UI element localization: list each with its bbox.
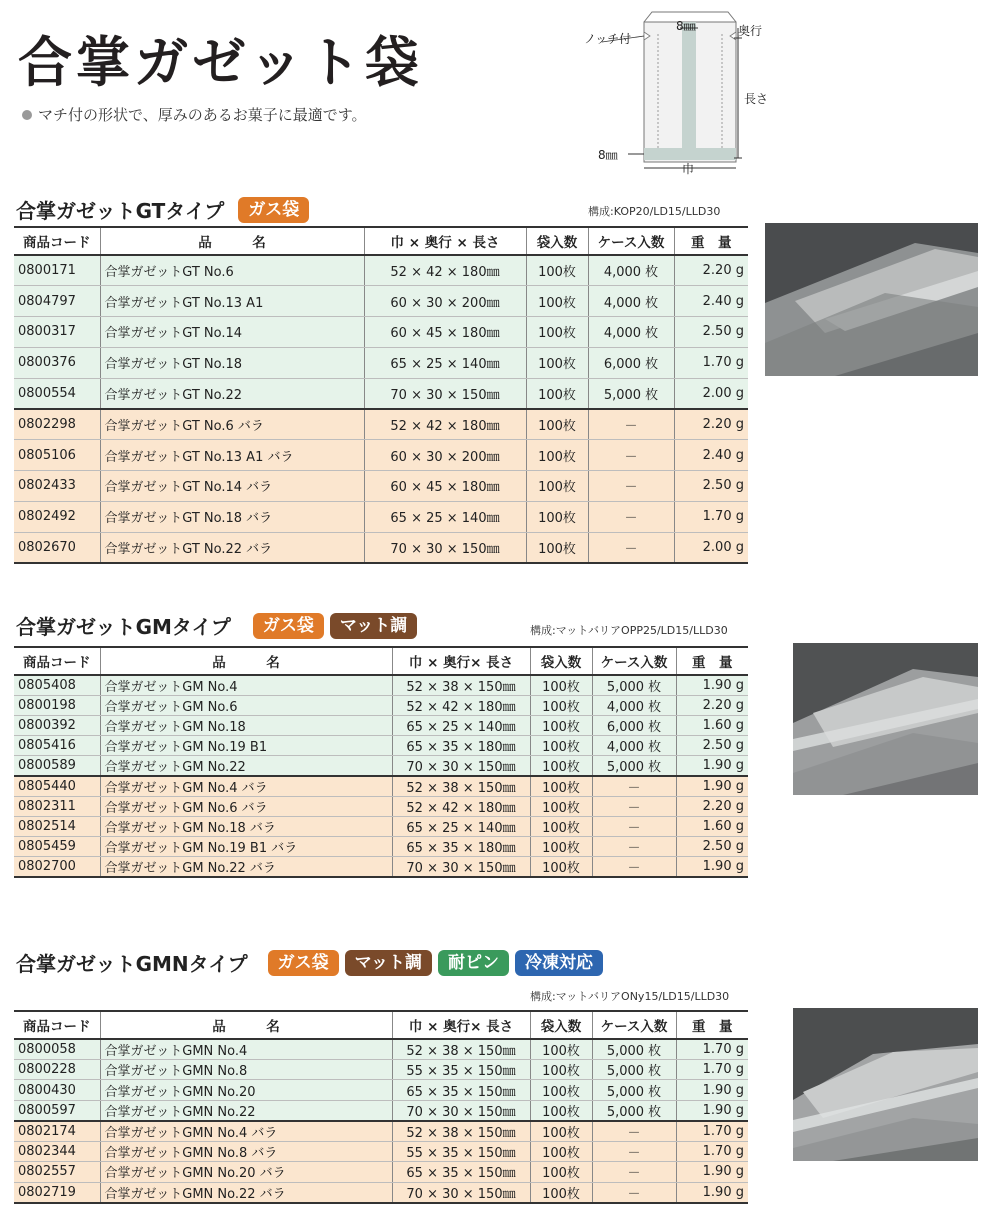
section-title-label: 合掌ガゼットGMNタイプ bbox=[16, 952, 248, 976]
cell-case: 5,000 枚 bbox=[592, 1080, 676, 1100]
table-header bbox=[14, 1011, 748, 1039]
cell-case: 4,000 枚 bbox=[588, 286, 674, 317]
cell-size: 55 × 35 × 150㎜ bbox=[392, 1060, 530, 1080]
cell-name: 合掌ガゼットGM No.4 バラ bbox=[100, 776, 392, 797]
table-row bbox=[14, 756, 748, 777]
cell-size: 65 × 25 × 140㎜ bbox=[392, 716, 530, 736]
cell-bag: 100枚 bbox=[530, 1182, 592, 1203]
cell-weight: 2.00 g bbox=[674, 532, 748, 563]
table-row bbox=[14, 317, 748, 348]
cell-name: 合掌ガゼットGM No.18 バラ bbox=[100, 817, 392, 837]
section-title-label: 合掌ガゼットGTタイプ bbox=[16, 199, 225, 223]
section-title-label: 合掌ガゼットGMタイプ bbox=[16, 615, 231, 639]
cell-name: 合掌ガゼットGM No.6 bbox=[100, 696, 392, 716]
cell-code: 0802492 bbox=[14, 501, 100, 532]
cell-weight: 1.70 g bbox=[674, 501, 748, 532]
cell-name: 合掌ガゼットGT No.22 bbox=[100, 378, 364, 409]
header-code: 商品コード bbox=[14, 227, 100, 255]
table-row bbox=[14, 696, 748, 716]
cell-case: 4,000 枚 bbox=[588, 317, 674, 348]
cell-bag: 100枚 bbox=[530, 675, 592, 696]
seam-width-top: 8㎜ bbox=[676, 19, 696, 33]
cell-bag: 100枚 bbox=[526, 317, 588, 348]
header-weight: 重 量 bbox=[676, 647, 748, 675]
header-bag: 袋入数 bbox=[530, 1011, 592, 1039]
cell-case: 4,000 枚 bbox=[592, 696, 676, 716]
cell-size: 60 × 45 × 180㎜ bbox=[364, 471, 526, 502]
table-row bbox=[14, 1060, 748, 1080]
cell-weight: 1.90 g bbox=[676, 1182, 748, 1203]
cell-bag: 100枚 bbox=[530, 1039, 592, 1060]
cell-code: 0805106 bbox=[14, 440, 100, 471]
cell-case: 5,000 枚 bbox=[588, 378, 674, 409]
table-row bbox=[14, 716, 748, 736]
cell-code: 0800376 bbox=[14, 347, 100, 378]
spec-table-gt bbox=[14, 226, 748, 564]
cell-weight: 2.20 g bbox=[674, 255, 748, 286]
table-row bbox=[14, 837, 748, 857]
cell-name: 合掌ガゼットGMN No.20 バラ bbox=[100, 1162, 392, 1182]
cell-bag: 100枚 bbox=[526, 409, 588, 440]
cell-size: 60 × 45 × 180㎜ bbox=[364, 317, 526, 348]
depth-label: 奥行 bbox=[738, 24, 763, 38]
cell-case: － bbox=[592, 797, 676, 817]
cell-name: 合掌ガゼットGM No.19 B1 bbox=[100, 736, 392, 756]
cell-weight: 2.50 g bbox=[676, 736, 748, 756]
composition-gmn: 構成:マットバリアONy15/LD15/LLD30 bbox=[530, 990, 730, 1003]
cell-weight: 2.50 g bbox=[674, 317, 748, 348]
cell-bag: 100枚 bbox=[526, 440, 588, 471]
header-size: 巾 × 奥行× 長さ bbox=[392, 647, 530, 675]
cell-size: 60 × 30 × 200㎜ bbox=[364, 440, 526, 471]
section-title-gmn bbox=[16, 948, 609, 977]
cell-weight: 2.20 g bbox=[676, 797, 748, 817]
cell-weight: 1.90 g bbox=[676, 1100, 748, 1121]
header-case: ケース入数 bbox=[592, 647, 676, 675]
cell-bag: 100枚 bbox=[530, 1060, 592, 1080]
bag-diagram bbox=[578, 8, 778, 183]
table-body bbox=[14, 255, 748, 563]
cell-size: 70 × 30 × 150㎜ bbox=[364, 532, 526, 563]
product-photo-gmn bbox=[793, 1008, 978, 1161]
cell-code: 0805459 bbox=[14, 837, 100, 857]
cell-bag: 100枚 bbox=[526, 501, 588, 532]
cell-case: 5,000 枚 bbox=[592, 1060, 676, 1080]
cell-size: 52 × 42 × 180㎜ bbox=[392, 696, 530, 716]
product-photo-gt bbox=[765, 223, 978, 376]
cell-code: 0805440 bbox=[14, 776, 100, 797]
width-label: 巾 bbox=[682, 162, 695, 176]
cell-bag: 100枚 bbox=[530, 1080, 592, 1100]
cell-case: － bbox=[588, 501, 674, 532]
cell-code: 0800430 bbox=[14, 1080, 100, 1100]
cell-weight: 1.90 g bbox=[676, 776, 748, 797]
cell-size: 60 × 30 × 200㎜ bbox=[364, 286, 526, 317]
cell-code: 0805416 bbox=[14, 736, 100, 756]
lead-text bbox=[22, 104, 367, 125]
table-row bbox=[14, 1182, 748, 1203]
cell-case: － bbox=[592, 857, 676, 878]
cell-size: 55 × 35 × 150㎜ bbox=[392, 1141, 530, 1161]
cell-name: 合掌ガゼットGMN No.22 bbox=[100, 1100, 392, 1121]
cell-name: 合掌ガゼットGM No.18 bbox=[100, 716, 392, 736]
table-row bbox=[14, 817, 748, 837]
table-body bbox=[14, 675, 748, 877]
spec-table-gmn bbox=[14, 1010, 748, 1204]
cell-weight: 1.90 g bbox=[676, 1080, 748, 1100]
cell-bag: 100枚 bbox=[526, 532, 588, 563]
badge-matte: マット調 bbox=[345, 950, 432, 976]
table-row bbox=[14, 1080, 748, 1100]
header-size: 巾 × 奥行 × 長さ bbox=[364, 227, 526, 255]
cell-size: 52 × 38 × 150㎜ bbox=[392, 776, 530, 797]
spec-table-gm bbox=[14, 646, 748, 878]
cell-case: 5,000 枚 bbox=[592, 675, 676, 696]
cell-bag: 100枚 bbox=[526, 378, 588, 409]
cell-size: 65 × 25 × 140㎜ bbox=[364, 501, 526, 532]
cell-weight: 1.70 g bbox=[676, 1060, 748, 1080]
table-row bbox=[14, 1121, 748, 1142]
cell-weight: 1.60 g bbox=[676, 716, 748, 736]
cell-code: 0802700 bbox=[14, 857, 100, 878]
cell-weight: 1.70 g bbox=[674, 347, 748, 378]
cell-size: 70 × 30 × 150㎜ bbox=[392, 1182, 530, 1203]
table-row bbox=[14, 1100, 748, 1121]
cell-size: 65 × 25 × 140㎜ bbox=[364, 347, 526, 378]
badge-gas: ガス袋 bbox=[268, 950, 339, 976]
cell-name: 合掌ガゼットGMN No.8 bbox=[100, 1060, 392, 1080]
cell-bag: 100枚 bbox=[530, 797, 592, 817]
cell-bag: 100枚 bbox=[526, 471, 588, 502]
cell-bag: 100枚 bbox=[526, 286, 588, 317]
table-row bbox=[14, 797, 748, 817]
cell-case: － bbox=[592, 837, 676, 857]
header-size: 巾 × 奥行× 長さ bbox=[392, 1011, 530, 1039]
header-case: ケース入数 bbox=[588, 227, 674, 255]
cell-size: 70 × 30 × 150㎜ bbox=[392, 756, 530, 777]
composition-gt: 構成:KOP20/LD15/LLD30 bbox=[588, 205, 721, 218]
cell-size: 65 × 35 × 180㎜ bbox=[392, 736, 530, 756]
cell-case: 6,000 枚 bbox=[588, 347, 674, 378]
cell-weight: 2.20 g bbox=[676, 696, 748, 716]
cell-size: 52 × 42 × 180㎜ bbox=[364, 409, 526, 440]
cell-bag: 100枚 bbox=[530, 817, 592, 837]
cell-case: － bbox=[588, 409, 674, 440]
cell-code: 0800589 bbox=[14, 756, 100, 777]
cell-case: － bbox=[588, 471, 674, 502]
cell-code: 0802311 bbox=[14, 797, 100, 817]
cell-name: 合掌ガゼットGT No.14 bbox=[100, 317, 364, 348]
table-row bbox=[14, 409, 748, 440]
cell-name: 合掌ガゼットGT No.14 バラ bbox=[100, 471, 364, 502]
cell-name: 合掌ガゼットGT No.6 バラ bbox=[100, 409, 364, 440]
table-header bbox=[14, 227, 748, 255]
table-row bbox=[14, 440, 748, 471]
cell-size: 65 × 35 × 150㎜ bbox=[392, 1162, 530, 1182]
cell-weight: 1.90 g bbox=[676, 675, 748, 696]
cell-code: 0805408 bbox=[14, 675, 100, 696]
composition-gm: 構成:マットバリアOPP25/LD15/LLD30 bbox=[530, 624, 728, 637]
cell-case: － bbox=[592, 1182, 676, 1203]
cell-code: 0800228 bbox=[14, 1060, 100, 1080]
cell-size: 70 × 30 × 150㎜ bbox=[392, 857, 530, 878]
notch-label: ノッチ付 bbox=[584, 32, 632, 46]
cell-code: 0802298 bbox=[14, 409, 100, 440]
cell-case: － bbox=[592, 776, 676, 797]
table-row bbox=[14, 286, 748, 317]
cell-case: － bbox=[592, 1121, 676, 1142]
table-row bbox=[14, 501, 748, 532]
cell-weight: 1.60 g bbox=[676, 817, 748, 837]
cell-code: 0800317 bbox=[14, 317, 100, 348]
cell-weight: 1.70 g bbox=[676, 1039, 748, 1060]
cell-size: 52 × 38 × 150㎜ bbox=[392, 1039, 530, 1060]
page-title: 合掌ガゼット袋 bbox=[18, 31, 423, 94]
cell-size: 65 × 25 × 140㎜ bbox=[392, 817, 530, 837]
cell-case: － bbox=[592, 1141, 676, 1161]
section-title-gm bbox=[16, 611, 423, 640]
cell-bag: 100枚 bbox=[530, 857, 592, 878]
table-row bbox=[14, 347, 748, 378]
cell-code: 0802670 bbox=[14, 532, 100, 563]
seam-width-bottom: 8㎜ bbox=[598, 148, 618, 162]
table-body bbox=[14, 1039, 748, 1203]
table-row bbox=[14, 776, 748, 797]
cell-case: － bbox=[588, 532, 674, 563]
cell-bag: 100枚 bbox=[530, 736, 592, 756]
cell-case: 6,000 枚 bbox=[592, 716, 676, 736]
cell-bag: 100枚 bbox=[530, 776, 592, 797]
header-bag: 袋入数 bbox=[530, 647, 592, 675]
cell-name: 合掌ガゼットGMN No.20 bbox=[100, 1080, 392, 1100]
cell-code: 0802514 bbox=[14, 817, 100, 837]
cell-name: 合掌ガゼットGM No.19 B1 バラ bbox=[100, 837, 392, 857]
cell-case: － bbox=[592, 1162, 676, 1182]
cell-name: 合掌ガゼットGT No.13 A1 bbox=[100, 286, 364, 317]
cell-size: 52 × 38 × 150㎜ bbox=[392, 675, 530, 696]
cell-name: 合掌ガゼットGT No.18 bbox=[100, 347, 364, 378]
cell-code: 0802344 bbox=[14, 1141, 100, 1161]
cell-bag: 100枚 bbox=[530, 756, 592, 777]
section-title-gt bbox=[16, 195, 315, 224]
cell-size: 52 × 42 × 180㎜ bbox=[364, 255, 526, 286]
header-code: 商品コード bbox=[14, 1011, 100, 1039]
table-row bbox=[14, 1162, 748, 1182]
header-case: ケース入数 bbox=[592, 1011, 676, 1039]
table-row bbox=[14, 857, 748, 878]
cell-code: 0800058 bbox=[14, 1039, 100, 1060]
table-row bbox=[14, 1141, 748, 1161]
cell-size: 52 × 42 × 180㎜ bbox=[392, 797, 530, 817]
cell-name: 合掌ガゼットGMN No.4 bbox=[100, 1039, 392, 1060]
cell-weight: 1.90 g bbox=[676, 756, 748, 777]
cell-code: 0802433 bbox=[14, 471, 100, 502]
cell-bag: 100枚 bbox=[530, 696, 592, 716]
cell-case: 5,000 枚 bbox=[592, 1039, 676, 1060]
badge-gas: ガス袋 bbox=[253, 613, 324, 639]
cell-name: 合掌ガゼットGT No.6 bbox=[100, 255, 364, 286]
cell-bag: 100枚 bbox=[530, 1121, 592, 1142]
cell-name: 合掌ガゼットGT No.18 バラ bbox=[100, 501, 364, 532]
cell-weight: 1.90 g bbox=[676, 857, 748, 878]
cell-name: 合掌ガゼットGT No.22 バラ bbox=[100, 532, 364, 563]
cell-code: 0800554 bbox=[14, 378, 100, 409]
cell-code: 0804797 bbox=[14, 286, 100, 317]
cell-code: 0800171 bbox=[14, 255, 100, 286]
table-row bbox=[14, 378, 748, 409]
cell-size: 70 × 30 × 150㎜ bbox=[392, 1100, 530, 1121]
cell-bag: 100枚 bbox=[530, 1141, 592, 1161]
cell-weight: 2.50 g bbox=[676, 837, 748, 857]
lead-label: マチ付の形状で、厚みのあるお菓子に最適です。 bbox=[38, 106, 367, 124]
table-row bbox=[14, 255, 748, 286]
cell-size: 70 × 30 × 150㎜ bbox=[364, 378, 526, 409]
header-bag: 袋入数 bbox=[526, 227, 588, 255]
header-name: 品 名 bbox=[100, 1011, 392, 1039]
cell-weight: 1.70 g bbox=[676, 1141, 748, 1161]
cell-bag: 100枚 bbox=[530, 837, 592, 857]
cell-code: 0802719 bbox=[14, 1182, 100, 1203]
table-row bbox=[14, 471, 748, 502]
cell-code: 0800597 bbox=[14, 1100, 100, 1121]
bullet-icon bbox=[22, 110, 32, 120]
cell-name: 合掌ガゼットGM No.6 バラ bbox=[100, 797, 392, 817]
table-header bbox=[14, 647, 748, 675]
cell-weight: 2.40 g bbox=[674, 440, 748, 471]
cell-size: 52 × 38 × 150㎜ bbox=[392, 1121, 530, 1142]
cell-bag: 100枚 bbox=[526, 255, 588, 286]
cell-weight: 1.70 g bbox=[676, 1121, 748, 1142]
cell-weight: 2.40 g bbox=[674, 286, 748, 317]
header-weight: 重 量 bbox=[676, 1011, 748, 1039]
table-row bbox=[14, 1039, 748, 1060]
badge-frozen: 冷凍対応 bbox=[515, 950, 603, 976]
cell-weight: 2.00 g bbox=[674, 378, 748, 409]
cell-name: 合掌ガゼットGMN No.8 バラ bbox=[100, 1141, 392, 1161]
cell-case: 5,000 枚 bbox=[592, 1100, 676, 1121]
cell-name: 合掌ガゼットGMN No.22 バラ bbox=[100, 1182, 392, 1203]
table-row bbox=[14, 532, 748, 563]
header-name: 品 名 bbox=[100, 227, 364, 255]
header-weight: 重 量 bbox=[674, 227, 748, 255]
cell-code: 0800392 bbox=[14, 716, 100, 736]
cell-size: 65 × 35 × 180㎜ bbox=[392, 837, 530, 857]
cell-name: 合掌ガゼットGM No.22 バラ bbox=[100, 857, 392, 878]
cell-size: 65 × 35 × 150㎜ bbox=[392, 1080, 530, 1100]
cell-code: 0800198 bbox=[14, 696, 100, 716]
cell-code: 0802557 bbox=[14, 1162, 100, 1182]
cell-name: 合掌ガゼットGM No.22 bbox=[100, 756, 392, 777]
cell-case: 5,000 枚 bbox=[592, 756, 676, 777]
table-row bbox=[14, 736, 748, 756]
header-name: 品 名 bbox=[100, 647, 392, 675]
cell-case: 4,000 枚 bbox=[592, 736, 676, 756]
badge-matte: マット調 bbox=[330, 613, 417, 639]
cell-name: 合掌ガゼットGM No.4 bbox=[100, 675, 392, 696]
cell-name: 合掌ガゼットGMN No.4 バラ bbox=[100, 1121, 392, 1142]
cell-case: 4,000 枚 bbox=[588, 255, 674, 286]
cell-bag: 100枚 bbox=[530, 716, 592, 736]
header-code: 商品コード bbox=[14, 647, 100, 675]
product-photo-gm bbox=[793, 643, 978, 795]
cell-name: 合掌ガゼットGT No.13 A1 バラ bbox=[100, 440, 364, 471]
badge-gas: ガス袋 bbox=[238, 197, 309, 223]
cell-weight: 2.50 g bbox=[674, 471, 748, 502]
cell-weight: 2.20 g bbox=[674, 409, 748, 440]
cell-case: － bbox=[588, 440, 674, 471]
cell-bag: 100枚 bbox=[530, 1162, 592, 1182]
cell-weight: 1.90 g bbox=[676, 1162, 748, 1182]
badge-pinhole: 耐ピン bbox=[438, 950, 509, 976]
table-row bbox=[14, 675, 748, 696]
cell-case: － bbox=[592, 817, 676, 837]
cell-bag: 100枚 bbox=[530, 1100, 592, 1121]
cell-bag: 100枚 bbox=[526, 347, 588, 378]
cell-code: 0802174 bbox=[14, 1121, 100, 1142]
length-label: 長さ bbox=[744, 92, 769, 106]
